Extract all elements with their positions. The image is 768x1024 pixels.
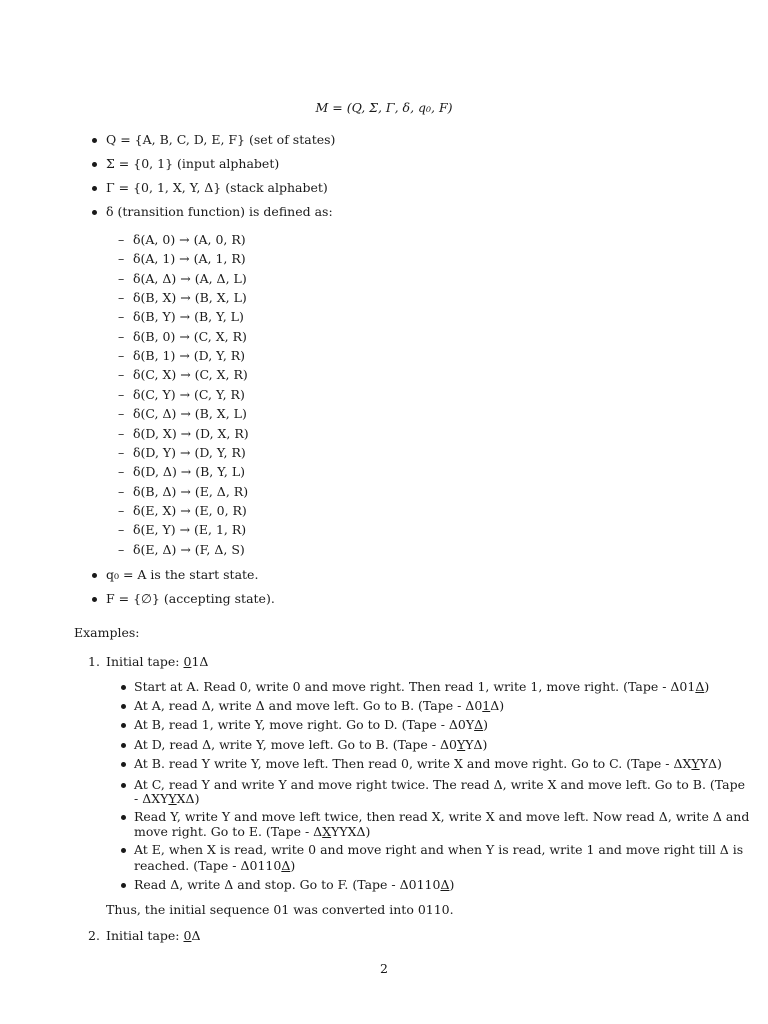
dash-icon: – <box>118 290 125 305</box>
transition-rule: δ(A, Δ) → (A, Δ, L) <box>133 271 247 286</box>
examples-heading: Examples: <box>74 625 140 640</box>
example-1-number: 1. <box>88 654 100 669</box>
bullet-icon <box>121 723 126 728</box>
dash-icon: – <box>118 367 125 382</box>
dash-icon: – <box>118 426 125 441</box>
start-state-text: q₀ = A is the start state. <box>106 567 259 582</box>
step-8-line-1: At E, when X is read, write 0 and move right and when Y is read, write 1 and move right till Δ is <box>134 842 744 857</box>
example-step: At D, read Δ, write Y, move left. Go to B. (Tape - Δ0YYΔ) <box>134 737 488 752</box>
bullet-icon <box>92 186 97 191</box>
tape-rest: 1Δ <box>191 654 209 669</box>
machine-definition-title: M = (Q, Σ, Γ, δ, q₀, F) <box>315 100 453 115</box>
transition-rule: δ(E, X) → (E, 0, R) <box>133 503 247 518</box>
bullet-icon <box>92 210 97 215</box>
bullet-icon <box>121 743 126 748</box>
transition-rule: δ(C, Δ) → (B, X, L) <box>133 406 247 421</box>
transition-rule: δ(D, Δ) → (B, Y, L) <box>133 464 246 479</box>
dash-icon: – <box>118 522 125 537</box>
transition-rule: δ(B, 0) → (C, X, R) <box>133 329 247 344</box>
transition-rule: δ(D, Y) → (D, Y, R) <box>133 445 246 460</box>
accepting-state-text: F = {∅} (accepting state). <box>106 591 275 606</box>
bullet-icon <box>121 704 126 709</box>
example-2-initial-tape <box>106 930 200 943</box>
dash-icon: – <box>118 445 125 460</box>
bullet-icon <box>92 573 97 578</box>
dash-icon: – <box>118 251 125 266</box>
transition-rule: δ(E, Δ) → (F, Δ, S) <box>133 542 245 557</box>
transition-rule: δ(E, Y) → (E, 1, R) <box>133 522 247 537</box>
example-step: At B. read Y write Y, move left. Then read 0, write X and move right. Go to C. (Tape - ΔXYYΔ) <box>134 756 722 771</box>
definition-stack-alphabet: Γ = {0, 1, X, Y, Δ} (stack alphabet) <box>106 180 328 195</box>
dash-icon: – <box>118 232 125 247</box>
transition-rule: δ(B, X) → (B, X, L) <box>133 290 247 305</box>
dash-icon: – <box>118 387 125 402</box>
bullet-icon <box>121 762 126 767</box>
tape-head-symbol: 0 <box>183 654 192 669</box>
bullet-icon <box>121 883 126 888</box>
tape-head-symbol: 0 <box>183 928 192 943</box>
page-number: 2 <box>380 961 388 976</box>
transition-rule: δ(B, 1) → (D, Y, R) <box>133 348 246 363</box>
definition-input-alphabet: Σ = {0, 1} (input alphabet) <box>106 156 280 171</box>
dash-icon: – <box>118 406 125 421</box>
transition-rule: δ(B, Δ) → (E, Δ, R) <box>133 484 249 499</box>
step-6-line-2: - ΔXYYXΔ) <box>134 791 200 806</box>
definition-transition-function: δ (transition function) is defined as: <box>106 204 333 219</box>
example-step: At A, read Δ, write Δ and move left. Go to B. (Tape - Δ01Δ) <box>134 698 505 713</box>
definition-states: Q = {A, B, C, D, E, F} (set of states) <box>106 132 336 147</box>
transition-rule: δ(C, X) → (C, X, R) <box>133 367 248 382</box>
bullet-icon <box>121 848 126 853</box>
transition-rule: δ(A, 0) → (A, 0, R) <box>133 232 246 247</box>
initial-tape-label: Initial tape: <box>106 928 184 943</box>
bullet-icon <box>92 597 97 602</box>
step-7-line-2: move right. Go to E. (Tape - ΔXYYXΔ) <box>134 824 371 839</box>
dash-icon: – <box>118 484 125 499</box>
transition-rule: δ(A, 1) → (A, 1, R) <box>133 251 246 266</box>
bullet-icon <box>92 162 97 167</box>
transition-rule: δ(C, Y) → (C, Y, R) <box>133 387 245 402</box>
step-6-line-1: At C, read Y and write Y and move right twice. The read Δ, write X and move left. Go to B. (Tape <box>134 777 746 792</box>
tape-rest: Δ <box>191 928 201 943</box>
dash-icon: – <box>118 464 125 479</box>
dash-icon: – <box>118 271 125 286</box>
dash-icon: – <box>118 329 125 344</box>
example-1-conclusion: Thus, the initial sequence 01 was converted into 0110. <box>106 902 454 917</box>
dash-icon: – <box>118 542 125 557</box>
dash-icon: – <box>118 348 125 363</box>
bullet-icon <box>121 685 126 690</box>
bullet-icon <box>121 815 126 820</box>
step-8-line-2: reached. (Tape - Δ0110Δ) <box>134 858 296 873</box>
initial-tape-label: Initial tape: <box>106 654 184 669</box>
dash-icon: – <box>118 309 125 324</box>
example-step: Start at A. Read 0, write 0 and move right. Then read 1, write 1, move right. (Tape - Δ01Δ) <box>134 679 710 694</box>
dash-icon: – <box>118 503 125 518</box>
example-2-number: 2. <box>88 928 100 943</box>
transition-rule: δ(B, Y) → (B, Y, L) <box>133 309 244 324</box>
example-step: At B, read 1, write Y, move right. Go to D. (Tape - Δ0YΔ) <box>134 717 489 732</box>
step-7-line-1: Read Y, write Y and move left twice, then read X, write X and move left. Now read Δ, write Δ and <box>134 809 750 824</box>
transition-rule: δ(D, X) → (D, X, R) <box>133 426 249 441</box>
step-9: Read Δ, write Δ and stop. Go to F. (Tape - Δ0110Δ) <box>134 877 455 892</box>
example-1-initial-tape <box>106 656 208 669</box>
bullet-icon <box>92 138 97 143</box>
bullet-icon <box>121 783 126 788</box>
